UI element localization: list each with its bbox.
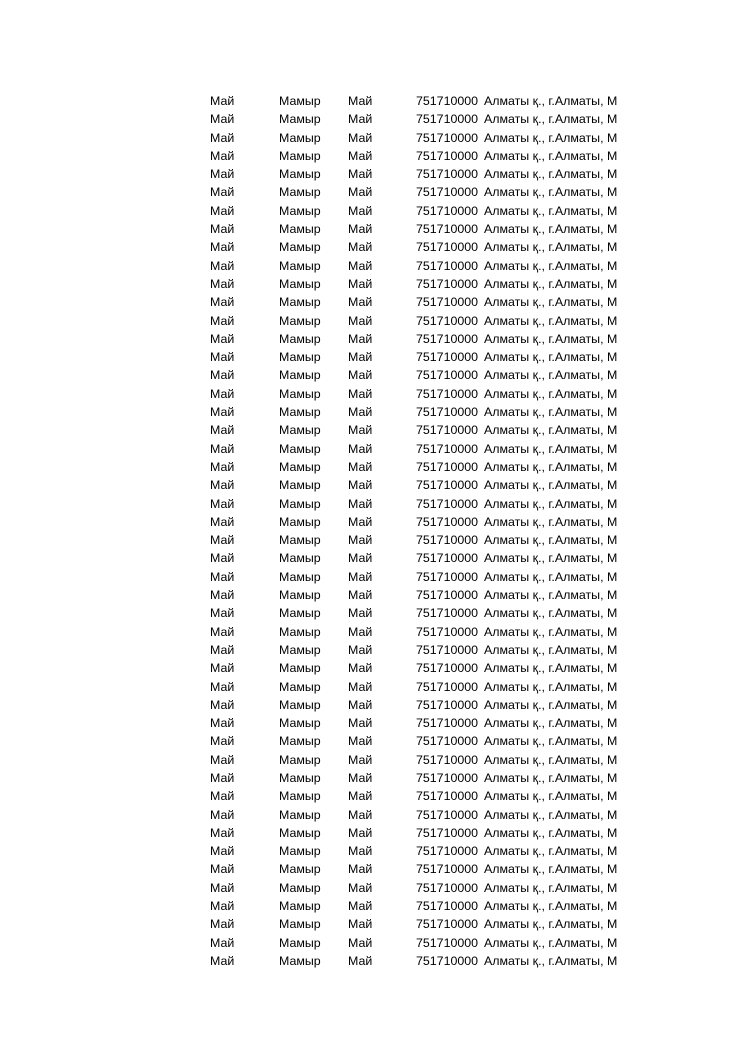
month-cell: Май bbox=[348, 917, 373, 932]
month-ru-cell: Май bbox=[210, 130, 235, 145]
code-cell: 751710000 bbox=[416, 350, 479, 365]
month-kz-cell: Мамыр bbox=[279, 825, 321, 840]
month-ru-cell: Май bbox=[210, 935, 235, 950]
table-row bbox=[0, 165, 750, 183]
address-cell: Алматы қ., г.Алматы, М bbox=[484, 185, 618, 200]
code-cell: 751710000 bbox=[416, 642, 479, 657]
address-cell: Алматы қ., г.Алматы, М bbox=[484, 917, 618, 932]
code-cell: 751710000 bbox=[416, 313, 479, 328]
month-ru-cell: Май bbox=[210, 112, 235, 127]
address-cell: Алматы қ., г.Алматы, М bbox=[484, 716, 618, 731]
table-row bbox=[0, 769, 750, 787]
month-ru-cell: Май bbox=[210, 862, 235, 877]
month-cell: Май bbox=[348, 276, 373, 291]
address-cell: Алматы қ., г.Алматы, М bbox=[484, 551, 618, 566]
month-cell: Май bbox=[348, 350, 373, 365]
table-row bbox=[0, 623, 750, 641]
address-cell: Алматы қ., г.Алматы, М bbox=[484, 844, 618, 859]
table-row bbox=[0, 842, 750, 860]
month-cell: Май bbox=[348, 862, 373, 877]
month-kz-cell: Мамыр bbox=[279, 844, 321, 859]
address-cell: Алматы қ., г.Алматы, М bbox=[484, 697, 618, 712]
month-cell: Май bbox=[348, 514, 373, 529]
code-cell: 751710000 bbox=[416, 112, 479, 127]
code-cell: 751710000 bbox=[416, 295, 479, 310]
month-ru-cell: Май bbox=[210, 386, 235, 401]
address-cell: Алматы қ., г.Алматы, М bbox=[484, 825, 618, 840]
data-rows bbox=[0, 92, 750, 970]
month-kz-cell: Мамыр bbox=[279, 222, 321, 237]
month-kz-cell: Мамыр bbox=[279, 459, 321, 474]
month-ru-cell: Май bbox=[210, 94, 235, 108]
table-row bbox=[0, 549, 750, 567]
month-ru-cell: Май bbox=[210, 807, 235, 822]
month-ru-cell: Май bbox=[210, 606, 235, 621]
table-row bbox=[0, 129, 750, 147]
month-ru-cell: Май bbox=[210, 240, 235, 255]
month-kz-cell: Мамыр bbox=[279, 148, 321, 163]
code-cell: 751710000 bbox=[416, 240, 479, 255]
table-row bbox=[0, 238, 750, 256]
address-cell: Алматы қ., г.Алматы, М bbox=[484, 734, 618, 749]
month-ru-cell: Май bbox=[210, 899, 235, 914]
address-cell: Алматы қ., г.Алматы, М bbox=[484, 423, 618, 438]
month-kz-cell: Мамыр bbox=[279, 386, 321, 401]
table-row bbox=[0, 440, 750, 458]
table-row bbox=[0, 202, 750, 220]
code-cell: 751710000 bbox=[416, 423, 479, 438]
table-row bbox=[0, 879, 750, 897]
month-ru-cell: Май bbox=[210, 167, 235, 182]
month-kz-cell: Мамыр bbox=[279, 533, 321, 548]
month-ru-cell: Май bbox=[210, 478, 235, 493]
address-cell: Алматы қ., г.Алматы, М bbox=[484, 350, 618, 365]
table-row bbox=[0, 220, 750, 238]
address-cell: Алматы қ., г.Алматы, М bbox=[484, 313, 618, 328]
address-cell: Алматы қ., г.Алматы, М bbox=[484, 405, 618, 420]
month-ru-cell: Май bbox=[210, 642, 235, 657]
month-ru-cell: Май bbox=[210, 770, 235, 785]
month-cell: Май bbox=[348, 478, 373, 493]
month-cell: Май bbox=[348, 313, 373, 328]
address-cell: Алматы қ., г.Алматы, М bbox=[484, 258, 618, 273]
table-row bbox=[0, 952, 750, 970]
address-cell: Алматы қ., г.Алматы, М bbox=[484, 112, 618, 127]
month-ru-cell: Май bbox=[210, 880, 235, 895]
month-ru-cell: Май bbox=[210, 514, 235, 529]
month-ru-cell: Май bbox=[210, 953, 235, 968]
month-ru-cell: Май bbox=[210, 679, 235, 694]
table-row bbox=[0, 659, 750, 677]
month-ru-cell: Май bbox=[210, 185, 235, 200]
month-kz-cell: Мамыр bbox=[279, 917, 321, 932]
table-row bbox=[0, 604, 750, 622]
month-cell: Май bbox=[348, 661, 373, 676]
address-cell: Алматы қ., г.Алматы, М bbox=[484, 386, 618, 401]
table-row bbox=[0, 275, 750, 293]
month-cell: Май bbox=[348, 551, 373, 566]
month-ru-cell: Май bbox=[210, 825, 235, 840]
month-kz-cell: Мамыр bbox=[279, 569, 321, 584]
code-cell: 751710000 bbox=[416, 752, 479, 767]
code-cell: 751710000 bbox=[416, 807, 479, 822]
month-ru-cell: Май bbox=[210, 917, 235, 932]
month-ru-cell: Май bbox=[210, 148, 235, 163]
table-row bbox=[0, 110, 750, 128]
month-kz-cell: Мамыр bbox=[279, 423, 321, 438]
month-ru-cell: Май bbox=[210, 203, 235, 218]
code-cell: 751710000 bbox=[416, 917, 479, 932]
month-kz-cell: Мамыр bbox=[279, 350, 321, 365]
code-cell: 751710000 bbox=[416, 825, 479, 840]
code-cell: 751710000 bbox=[416, 441, 479, 456]
address-cell: Алматы қ., г.Алматы, М bbox=[484, 167, 618, 182]
code-cell: 751710000 bbox=[416, 606, 479, 621]
month-kz-cell: Мамыр bbox=[279, 112, 321, 127]
month-cell: Май bbox=[348, 935, 373, 950]
code-cell: 751710000 bbox=[416, 953, 479, 968]
address-cell: Алматы қ., г.Алматы, М bbox=[484, 624, 618, 639]
month-kz-cell: Мамыр bbox=[279, 661, 321, 676]
address-cell: Алматы қ., г.Алматы, М bbox=[484, 935, 618, 950]
address-cell: Алматы қ., г.Алматы, М bbox=[484, 606, 618, 621]
code-cell: 751710000 bbox=[416, 935, 479, 950]
code-cell: 751710000 bbox=[416, 734, 479, 749]
address-cell: Алматы қ., г.Алматы, М bbox=[484, 514, 618, 529]
month-cell: Май bbox=[348, 94, 373, 108]
code-cell: 751710000 bbox=[416, 94, 479, 108]
month-kz-cell: Мамыр bbox=[279, 935, 321, 950]
month-cell: Май bbox=[348, 130, 373, 145]
month-cell: Май bbox=[348, 441, 373, 456]
month-kz-cell: Мамыр bbox=[279, 496, 321, 511]
code-cell: 751710000 bbox=[416, 258, 479, 273]
month-kz-cell: Мамыр bbox=[279, 551, 321, 566]
month-cell: Май bbox=[348, 953, 373, 968]
table-row bbox=[0, 293, 750, 311]
month-ru-cell: Май bbox=[210, 459, 235, 474]
month-cell: Май bbox=[348, 899, 373, 914]
table-row bbox=[0, 513, 750, 531]
month-ru-cell: Май bbox=[210, 423, 235, 438]
month-kz-cell: Мамыр bbox=[279, 441, 321, 456]
code-cell: 751710000 bbox=[416, 661, 479, 676]
code-cell: 751710000 bbox=[416, 459, 479, 474]
month-cell: Май bbox=[348, 386, 373, 401]
month-kz-cell: Мамыр bbox=[279, 405, 321, 420]
address-cell: Алматы қ., г.Алматы, М bbox=[484, 276, 618, 291]
month-kz-cell: Мамыр bbox=[279, 258, 321, 273]
month-ru-cell: Май bbox=[210, 551, 235, 566]
month-kz-cell: Мамыр bbox=[279, 679, 321, 694]
code-cell: 751710000 bbox=[416, 880, 479, 895]
address-cell: Алматы қ., г.Алматы, М bbox=[484, 533, 618, 548]
month-ru-cell: Май bbox=[210, 661, 235, 676]
table-row bbox=[0, 403, 750, 421]
table-row bbox=[0, 385, 750, 403]
table-row bbox=[0, 934, 750, 952]
table-row bbox=[0, 586, 750, 604]
address-cell: Алматы қ., г.Алматы, М bbox=[484, 222, 618, 237]
month-cell: Май bbox=[348, 112, 373, 127]
month-cell: Май bbox=[348, 569, 373, 584]
code-cell: 751710000 bbox=[416, 770, 479, 785]
table-row bbox=[0, 147, 750, 165]
address-cell: Алматы қ., г.Алматы, М bbox=[484, 569, 618, 584]
code-cell: 751710000 bbox=[416, 331, 479, 346]
month-kz-cell: Мамыр bbox=[279, 716, 321, 731]
month-ru-cell: Май bbox=[210, 496, 235, 511]
code-cell: 751710000 bbox=[416, 862, 479, 877]
address-cell: Алматы қ., г.Алматы, М bbox=[484, 441, 618, 456]
table-row bbox=[0, 806, 750, 824]
month-cell: Май bbox=[348, 423, 373, 438]
month-cell: Май bbox=[348, 185, 373, 200]
month-cell: Май bbox=[348, 368, 373, 383]
month-kz-cell: Мамыр bbox=[279, 862, 321, 877]
code-cell: 751710000 bbox=[416, 569, 479, 584]
code-cell: 751710000 bbox=[416, 405, 479, 420]
code-cell: 751710000 bbox=[416, 368, 479, 383]
address-cell: Алматы қ., г.Алматы, М bbox=[484, 661, 618, 676]
code-cell: 751710000 bbox=[416, 276, 479, 291]
month-ru-cell: Май bbox=[210, 368, 235, 383]
address-cell: Алматы қ., г.Алматы, М bbox=[484, 496, 618, 511]
month-ru-cell: Май bbox=[210, 697, 235, 712]
month-kz-cell: Мамыр bbox=[279, 807, 321, 822]
month-cell: Май bbox=[348, 606, 373, 621]
code-cell: 751710000 bbox=[416, 551, 479, 566]
code-cell: 751710000 bbox=[416, 222, 479, 237]
month-kz-cell: Мамыр bbox=[279, 167, 321, 182]
month-kz-cell: Мамыр bbox=[279, 514, 321, 529]
month-ru-cell: Май bbox=[210, 533, 235, 548]
table-row bbox=[0, 312, 750, 330]
table-row bbox=[0, 330, 750, 348]
table-row bbox=[0, 678, 750, 696]
month-kz-cell: Мамыр bbox=[279, 880, 321, 895]
month-ru-cell: Май bbox=[210, 313, 235, 328]
month-ru-cell: Май bbox=[210, 624, 235, 639]
month-cell: Май bbox=[348, 642, 373, 657]
code-cell: 751710000 bbox=[416, 789, 479, 804]
month-kz-cell: Мамыр bbox=[279, 789, 321, 804]
month-cell: Май bbox=[348, 734, 373, 749]
month-kz-cell: Мамыр bbox=[279, 203, 321, 218]
code-cell: 751710000 bbox=[416, 148, 479, 163]
address-cell: Алматы қ., г.Алматы, М bbox=[484, 679, 618, 694]
month-kz-cell: Мамыр bbox=[279, 94, 321, 108]
month-kz-cell: Мамыр bbox=[279, 899, 321, 914]
month-kz-cell: Мамыр bbox=[279, 295, 321, 310]
month-ru-cell: Май bbox=[210, 295, 235, 310]
month-kz-cell: Мамыр bbox=[279, 624, 321, 639]
code-cell: 751710000 bbox=[416, 185, 479, 200]
month-cell: Май bbox=[348, 770, 373, 785]
month-cell: Май bbox=[348, 240, 373, 255]
table-row bbox=[0, 787, 750, 805]
address-cell: Алматы қ., г.Алматы, М bbox=[484, 899, 618, 914]
address-cell: Алматы қ., г.Алматы, М bbox=[484, 642, 618, 657]
table-row bbox=[0, 696, 750, 714]
address-cell: Алматы қ., г.Алматы, М bbox=[484, 953, 618, 968]
code-cell: 751710000 bbox=[416, 679, 479, 694]
code-cell: 751710000 bbox=[416, 844, 479, 859]
month-ru-cell: Май bbox=[210, 258, 235, 273]
code-cell: 751710000 bbox=[416, 167, 479, 182]
month-kz-cell: Мамыр bbox=[279, 588, 321, 603]
table-row bbox=[0, 476, 750, 494]
month-ru-cell: Май bbox=[210, 441, 235, 456]
table-row bbox=[0, 366, 750, 384]
month-kz-cell: Мамыр bbox=[279, 697, 321, 712]
table-row bbox=[0, 897, 750, 915]
table-row bbox=[0, 732, 750, 750]
month-cell: Май bbox=[348, 880, 373, 895]
month-cell: Май bbox=[348, 203, 373, 218]
table-row bbox=[0, 458, 750, 476]
month-ru-cell: Май bbox=[210, 588, 235, 603]
month-cell: Май bbox=[348, 533, 373, 548]
month-ru-cell: Май bbox=[210, 716, 235, 731]
month-cell: Май bbox=[348, 222, 373, 237]
address-cell: Алматы қ., г.Алматы, М bbox=[484, 368, 618, 383]
code-cell: 751710000 bbox=[416, 478, 479, 493]
table-row bbox=[0, 348, 750, 366]
address-cell: Алматы қ., г.Алматы, М bbox=[484, 752, 618, 767]
month-ru-cell: Май bbox=[210, 331, 235, 346]
month-kz-cell: Мамыр bbox=[279, 313, 321, 328]
table-row bbox=[0, 824, 750, 842]
code-cell: 751710000 bbox=[416, 697, 479, 712]
month-cell: Май bbox=[348, 825, 373, 840]
month-cell: Май bbox=[348, 752, 373, 767]
month-ru-cell: Май bbox=[210, 734, 235, 749]
table-row bbox=[0, 641, 750, 659]
month-kz-cell: Мамыр bbox=[279, 642, 321, 657]
month-cell: Май bbox=[348, 405, 373, 420]
table-row bbox=[0, 860, 750, 878]
table-row bbox=[0, 183, 750, 201]
month-cell: Май bbox=[348, 167, 373, 182]
month-cell: Май bbox=[348, 844, 373, 859]
address-cell: Алматы қ., г.Алматы, М bbox=[484, 789, 618, 804]
address-cell: Алматы қ., г.Алматы, М bbox=[484, 807, 618, 822]
month-kz-cell: Мамыр bbox=[279, 770, 321, 785]
code-cell: 751710000 bbox=[416, 716, 479, 731]
table-row bbox=[0, 751, 750, 769]
address-cell: Алматы қ., г.Алматы, М bbox=[484, 240, 618, 255]
month-kz-cell: Мамыр bbox=[279, 130, 321, 145]
month-cell: Май bbox=[348, 588, 373, 603]
code-cell: 751710000 bbox=[416, 533, 479, 548]
month-cell: Май bbox=[348, 331, 373, 346]
table-row bbox=[0, 568, 750, 586]
address-cell: Алматы қ., г.Алматы, М bbox=[484, 478, 618, 493]
table-row bbox=[0, 92, 750, 110]
month-kz-cell: Мамыр bbox=[279, 185, 321, 200]
code-cell: 751710000 bbox=[416, 899, 479, 914]
month-cell: Май bbox=[348, 807, 373, 822]
month-cell: Май bbox=[348, 295, 373, 310]
code-cell: 751710000 bbox=[416, 514, 479, 529]
code-cell: 751710000 bbox=[416, 386, 479, 401]
month-ru-cell: Май bbox=[210, 350, 235, 365]
table-row bbox=[0, 915, 750, 933]
month-cell: Май bbox=[348, 496, 373, 511]
month-ru-cell: Май bbox=[210, 405, 235, 420]
month-ru-cell: Май bbox=[210, 569, 235, 584]
month-ru-cell: Май bbox=[210, 276, 235, 291]
code-cell: 751710000 bbox=[416, 130, 479, 145]
month-cell: Май bbox=[348, 459, 373, 474]
address-cell: Алматы қ., г.Алматы, М bbox=[484, 459, 618, 474]
month-kz-cell: Мамыр bbox=[279, 276, 321, 291]
month-cell: Май bbox=[348, 679, 373, 694]
month-cell: Май bbox=[348, 148, 373, 163]
address-cell: Алматы қ., г.Алматы, М bbox=[484, 295, 618, 310]
address-cell: Алматы қ., г.Алматы, М bbox=[484, 203, 618, 218]
month-kz-cell: Мамыр bbox=[279, 606, 321, 621]
month-cell: Май bbox=[348, 716, 373, 731]
address-cell: Алматы қ., г.Алматы, М bbox=[484, 770, 618, 785]
month-ru-cell: Май bbox=[210, 789, 235, 804]
table-row bbox=[0, 714, 750, 732]
address-cell: Алматы қ., г.Алматы, М bbox=[484, 130, 618, 145]
month-cell: Май bbox=[348, 258, 373, 273]
code-cell: 751710000 bbox=[416, 203, 479, 218]
table-row bbox=[0, 257, 750, 275]
table-row bbox=[0, 421, 750, 439]
month-kz-cell: Мамыр bbox=[279, 331, 321, 346]
month-kz-cell: Мамыр bbox=[279, 752, 321, 767]
address-cell: Алматы қ., г.Алматы, М bbox=[484, 862, 618, 877]
month-cell: Май bbox=[348, 789, 373, 804]
address-cell: Алматы қ., г.Алматы, М bbox=[484, 880, 618, 895]
month-kz-cell: Мамыр bbox=[279, 368, 321, 383]
month-cell: Май bbox=[348, 624, 373, 639]
month-kz-cell: Мамыр bbox=[279, 240, 321, 255]
table-row bbox=[0, 495, 750, 513]
month-kz-cell: Мамыр bbox=[279, 734, 321, 749]
month-ru-cell: Май bbox=[210, 752, 235, 767]
address-cell: Алматы қ., г.Алматы, М bbox=[484, 148, 618, 163]
address-cell: Алматы қ., г.Алматы, М bbox=[484, 94, 618, 108]
code-cell: 751710000 bbox=[416, 624, 479, 639]
month-kz-cell: Мамыр bbox=[279, 953, 321, 968]
address-cell: Алматы қ., г.Алматы, М bbox=[484, 588, 618, 603]
month-cell: Май bbox=[348, 697, 373, 712]
month-ru-cell: Май bbox=[210, 222, 235, 237]
table-row bbox=[0, 531, 750, 549]
month-kz-cell: Мамыр bbox=[279, 478, 321, 493]
month-ru-cell: Май bbox=[210, 844, 235, 859]
code-cell: 751710000 bbox=[416, 588, 479, 603]
address-cell: Алматы қ., г.Алматы, М bbox=[484, 331, 618, 346]
code-cell: 751710000 bbox=[416, 496, 479, 511]
